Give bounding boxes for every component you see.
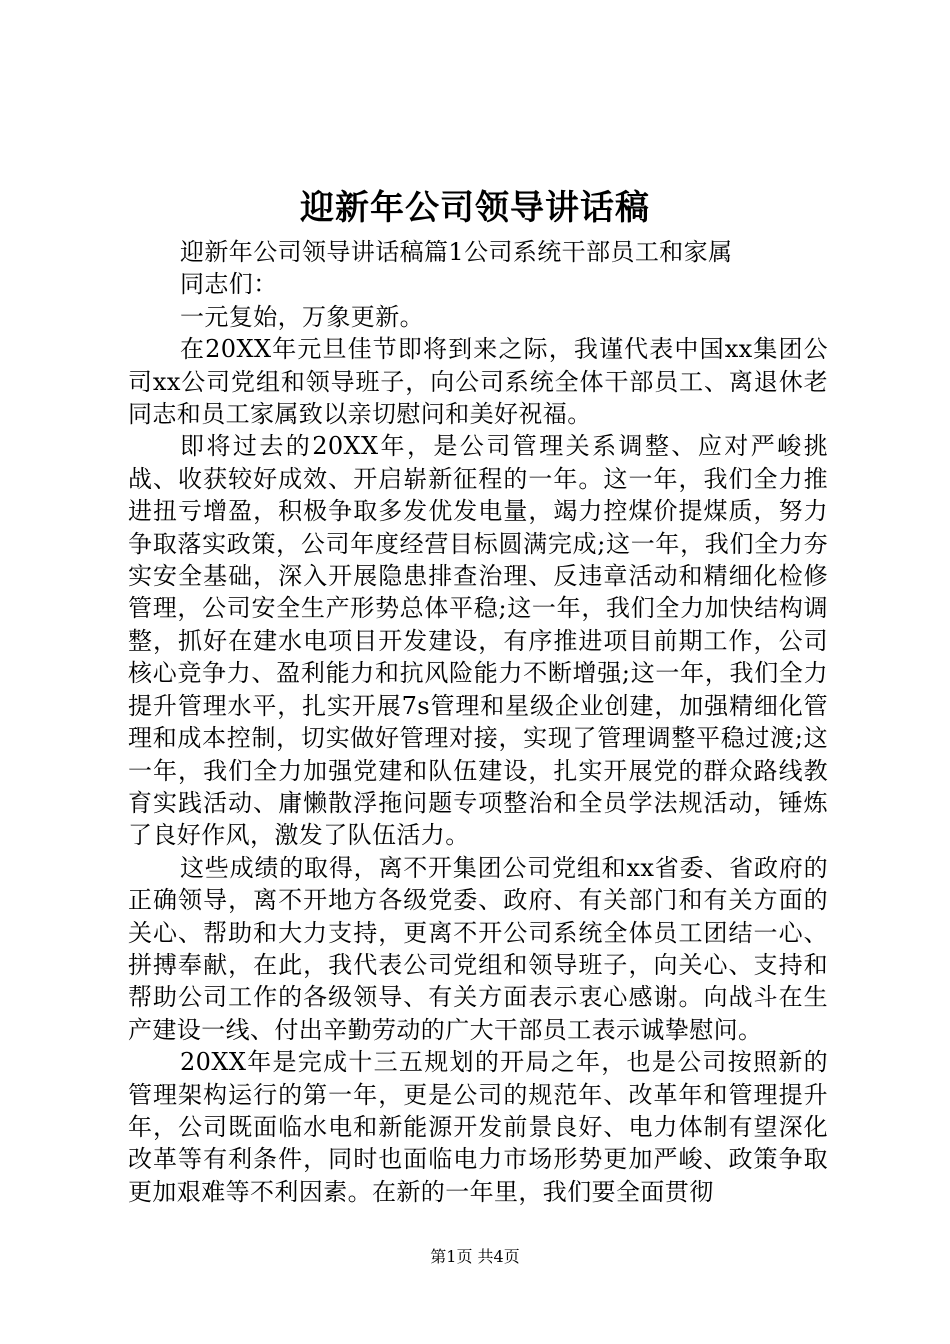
paragraph-salutation: 同志们：: [180, 270, 278, 299]
paragraph-heading-line: 迎新年公司领导讲话稿篇1公司系统干部员工和家属: [180, 238, 733, 266]
document-title: 迎新年公司领导讲话稿: [300, 188, 650, 228]
document-body: [128, 236, 828, 1208]
page-number-footer: 第1页 共4页: [430, 1247, 520, 1266]
paragraph-year-review: 即将过去的20XX年，是公司管理关系调整、应对严峻挑战、收获较好成效、开启崭新征程的一年。这一年，我们全力推进扭亏增盈，积极争取多发优发电量，竭力控煤价提煤质，努力争取落实政策，公司年度经营目标圆满完成;这一年，我们全力夯实安全基础，深入开展隐患排查治理、反违章活动和精细化检修管理，公司安全生产形势总体平稳;这一年，我们全力加快结构调整，抓好在建水电项目开发建设，有序推进项目前期工作，公司核心竞争力、盈利能力和抗风险能力不断增强;这一年，我们全力提升管理水平，扎实开展7s管理和星级企业创建，加强精细化管理和成本控制，切实做好管理对接，实现了管理调整平稳过渡;这一年，我们全力加强党建和队伍建设，扎实开展党的群众路线教育实践活动、庸懒散浮拖问题专项整治和全员学法规活动，锤炼了良好作风，激发了队伍活力。: [128, 432, 828, 850]
paragraph-opening: 一元复始，万象更新。: [180, 302, 424, 331]
paragraph-acknowledgement: 这些成绩的取得，离不开集团公司党组和xx省委、省政府的正确领导，离不开地方各级党委、政府、有关部门和有关方面的关心、帮助和大力支持，更离不开公司系统全体员工团结一心、拼搏奉献，在此，我代表公司党组和领导班子，向关心、支持和帮助公司工作的各级领导、有关方面表示衷心感谢。向战斗在生产建设一线、付出辛勤劳动的广大干部员工表示诚挚慰问。: [128, 853, 828, 1044]
paragraph-outlook: 20XX年是完成十三五规划的开局之年，也是公司按照新的管理架构运行的第一年，更是公司的规范年、改革年和管理提升年，公司既面临水电和新能源开发前景良好、电力体制有望深化改革等有利条件，同时也面临电力市场形势更加严峻、政策争取更加艰难等不利因素。在新的一年里，我们要全面贯彻: [128, 1048, 828, 1206]
paragraph-greeting: 在20XX年元旦佳节即将到来之际，我谨代表中国xx集团公司xx公司党组和领导班子，向公司系统全体干部员工、离退休老同志和员工家属致以亲切慰问和美好祝福。: [128, 335, 828, 429]
